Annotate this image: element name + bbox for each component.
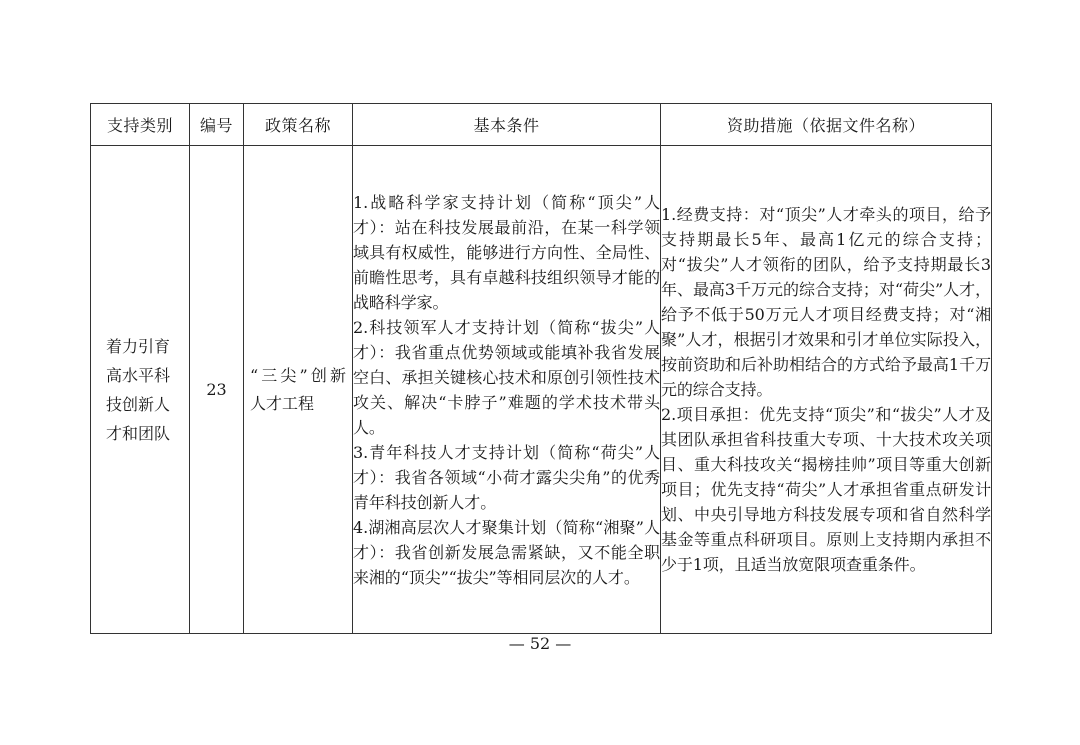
header-measures: 资助措施（依据文件名称） xyxy=(661,104,992,146)
header-conditions: 基本条件 xyxy=(353,104,661,146)
policy-name-text: “三尖”创新人才工程 xyxy=(250,365,346,413)
category-text: 着力引育高水平科技创新人才和团队 xyxy=(106,336,171,443)
cell-conditions xyxy=(353,146,661,634)
cell-measures xyxy=(661,146,992,634)
cell-category xyxy=(91,146,190,634)
header-category: 支持类别 xyxy=(91,104,190,146)
policy-table xyxy=(90,103,992,634)
header-policy-name: 政策名称 xyxy=(244,104,353,146)
cell-policy-name xyxy=(244,146,353,634)
cell-number: 23 xyxy=(190,146,244,634)
header-number: 编号 xyxy=(190,104,244,146)
condition-item: 3.青年科技人才支持计划（简称“荷尖”人才）：我省各领域“小荷才露尖尖角”的优秀青年科技创新人才。 xyxy=(353,442,660,512)
condition-item: 2.科技领军人才支持计划（简称“拔尖”人才）：我省重点优势领域或能填补我省发展空白、承担关键核心技术和原创引领性技术攻关、解决“卡脖子”难题的学术技术带头人。 xyxy=(353,317,660,437)
page-number: — 52 — xyxy=(508,634,572,653)
condition-item: 4.湖湘高层次人才聚集计划（简称“湘聚”人才）：我省创新发展急需紧缺，又不能全职来湘的“顶尖”“拔尖”等相同层次的人才。 xyxy=(353,517,660,587)
table-header-row xyxy=(91,104,992,146)
condition-item: 1.战略科学家支持计划（简称“顶尖”人才）：站在科技发展最前沿，在某一科学领域具有权威性，能够进行方向性、全局性、前瞻性思考，具有卓越科技组织领导才能的战略科学家。 xyxy=(353,192,660,312)
measure-item: 1.经费支持：对“顶尖”人才牵头的项目，给予支持期最长5年、最高1亿元的综合支持；对“拔尖”人才领衔的团队，给予支持期最长3年、最高3千万元的综合支持；对“荷尖”人才，给予不低于50万元人才项目经费支持；对“湘聚”人才，根据引才效果和引才单位实际投入，按前资助和后补助相结合的方式给予最高1千万元的综合支持。 xyxy=(661,205,991,399)
table-row xyxy=(91,146,992,634)
measure-item: 2.项目承担：优先支持“顶尖”和“拔尖”人才及其团队承担省科技重大专项、十大技术攻关项目、重大科技攻关“揭榜挂帅”项目等重大创新项目；优先支持“荷尖”人才承担省重点研发计划、中央引导地方科技发展专项和省自然科学基金等重点科研项目。原则上支持期内承担不少于1项，且适当放宽限项查重条件。 xyxy=(661,405,991,574)
